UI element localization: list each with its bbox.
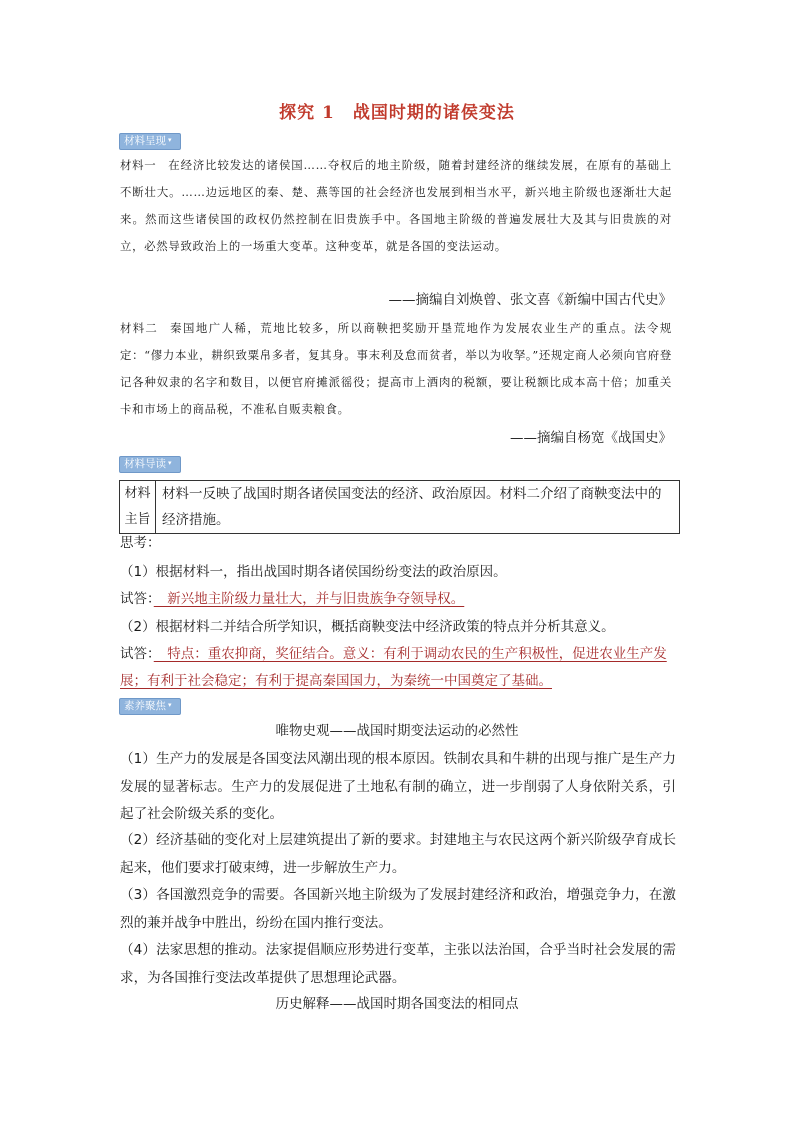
answer-one-label: 试答： bbox=[120, 591, 154, 607]
point-4: （4）法家思想的推动。法家提倡顺应形势进行变革，主张以法治国，合乎当时社会发展的需求，为各国推行变法改革提供了思想理论武器。 bbox=[120, 942, 676, 986]
answer-two bbox=[120, 641, 676, 695]
material-two-source: ——摘编自杨宽《战国史》 bbox=[510, 430, 672, 446]
answer-one bbox=[120, 586, 676, 613]
material-one-text: 在经济比较发达的诸侯国……夺权后的地主阶级，随着封建经济的继续发展，在原有的基础上不断壮大。……边远地区的秦、楚、燕等国的社会经济也发展到相当水平，新兴地主阶级也逐渐壮大起来。然而这些诸侯国的政权仍然控制在旧贵族手中。各国地主阶级的普遍发展壮大及其与旧贵族的对立，必然导致政治上的一场重大变革。这种变革，就是各国的变法运动。 bbox=[120, 158, 672, 253]
material-one-label: 材料一 bbox=[120, 158, 157, 172]
section-title-interpretation: 历史解释——战国时期各国变法的相同点 bbox=[275, 996, 519, 1012]
guide-tag: 材料导读 ▾ bbox=[119, 456, 181, 473]
page-title: 探究 1 战国时期的诸侯变法 bbox=[279, 103, 515, 123]
material-one bbox=[120, 152, 672, 260]
answer-two-text: 特点：重农抑商，奖征结合。意义：有利于调动农民的生产积极性，促进农业生产发展；有利于社会稳定；有利于提高秦国国力，为秦统一中国奠定了基础。 bbox=[120, 646, 667, 689]
summary-text: 材料一反映了战国时期各诸侯国变法的经济、政治原因。材料二介绍了商鞅变法中的经济措施。 bbox=[162, 486, 662, 528]
summary-table bbox=[119, 480, 680, 534]
question-one: （1）根据材料一，指出战国时期各诸侯国纷纷变法的政治原因。 bbox=[120, 564, 507, 580]
question-two: （2）根据材料二并结合所学知识，概括商鞅变法中经济政策的特点并分析其意义。 bbox=[120, 619, 615, 635]
focus-tag: 素养聚焦 ▾ bbox=[119, 698, 181, 715]
point-1: （1）生产力的发展是各国变法风潮出现的根本原因。铁制农具和牛耕的出现与推广是生产力发展的显著标志。生产力的发展促进了土地私有制的确立，进一步削弱了人身依附关系，引起了社会阶级关系的变化。 bbox=[120, 751, 676, 822]
materials-tag: 材料呈现 ▾ bbox=[119, 133, 181, 150]
summary-header: 材料主旨 bbox=[120, 481, 156, 533]
material-one-source: ——摘编自刘焕曾、张文喜《新编中国古代史》 bbox=[388, 292, 672, 308]
material-two bbox=[120, 315, 672, 423]
section-title-materialism: 唯物史观——战国时期变法运动的必然性 bbox=[275, 723, 519, 739]
material-two-label: 材料二 bbox=[120, 321, 159, 335]
answer-one-text: 新兴地主阶级力量壮大，并与旧贵族争夺领导权。 bbox=[153, 591, 465, 607]
thinking-label: 思考： bbox=[120, 535, 161, 551]
point-3: （3）各国激烈竞争的需要。各国新兴地主阶级为了发展封建经济和政治，增强竞争力，在激烈的兼并战争中胜出，纷纷在国内推行变法。 bbox=[120, 887, 676, 931]
answer-two-label: 试答： bbox=[120, 646, 154, 662]
material-two-text: 秦国地广人稀，荒地比较多，所以商鞅把奖励开垦荒地作为发展农业生产的重点。法令规定：“僇力本业，耕织致粟帛多者，复其身。事末利及怠而贫者，举以为收孥。”还规定商人必须向官府登记各种奴隶的名字和数目，以便官府摊派徭役；提高市上酒肉的税额，要让税额比成本高十倍；加重关卡和市场上的商品税，不准私自贩卖粮食。 bbox=[120, 321, 672, 416]
point-2: （2）经济基础的变化对上层建筑提出了新的要求。封建地主与农民这两个新兴阶级孕育成长起来，他们要求打破束缚，进一步解放生产力。 bbox=[120, 832, 676, 876]
